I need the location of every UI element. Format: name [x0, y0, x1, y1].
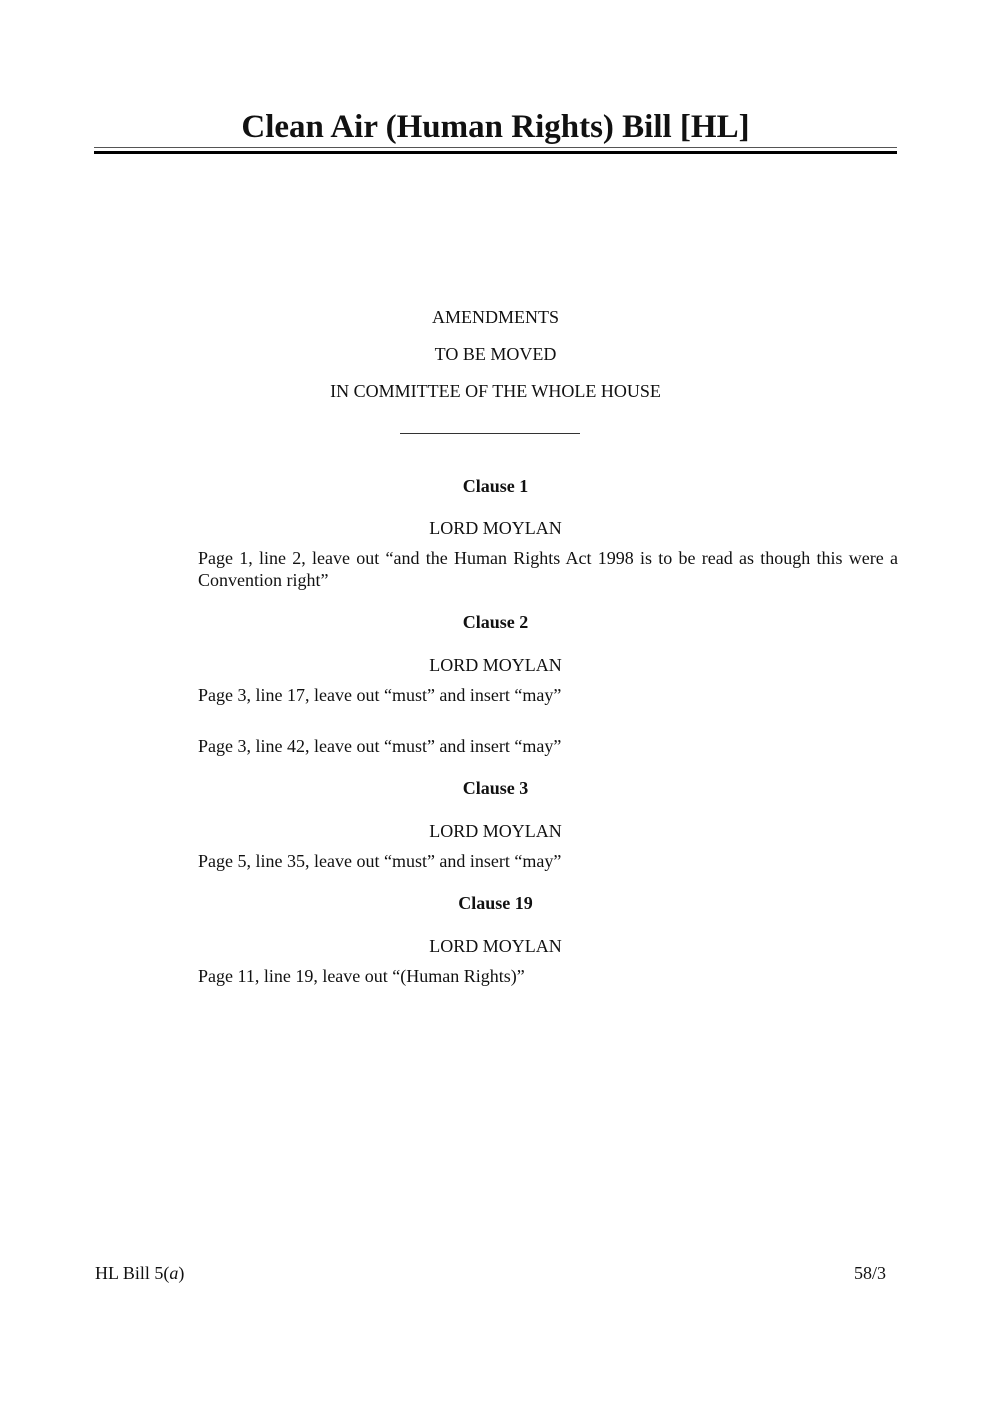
- amendment-text: Page 3, line 17, leave out “must” and insert “may”: [198, 685, 562, 705]
- separator-rule: [400, 433, 580, 434]
- amendment-text: Page 3, line 42, leave out “must” and insert “may”: [198, 736, 562, 756]
- intro-line: AMENDMENTS: [431, 307, 559, 327]
- clause-heading: Clause 2: [462, 612, 529, 632]
- title-rule-thin: [94, 147, 897, 148]
- title-rule-thick: [94, 151, 897, 154]
- bill-number: [95, 1262, 184, 1284]
- bill-prefix: HL Bill 5(: [95, 1263, 170, 1283]
- clause-heading: Clause 1: [462, 476, 529, 496]
- intro-line: TO BE MOVED: [434, 344, 557, 364]
- bill-close: ): [178, 1263, 185, 1283]
- mover-name: LORD MOYLAN: [429, 655, 562, 675]
- mover-name: LORD MOYLAN: [429, 821, 562, 841]
- amendment-text: Page 1, line 2, leave out “and the Human Rights Act 1998 is to be read as though this were a Convention right”: [198, 548, 898, 590]
- amendment-text: Page 11, line 19, leave out “(Human Rights)”: [198, 966, 525, 986]
- clause-heading: Clause 3: [462, 778, 529, 798]
- document-title: Clean Air (Human Rights) Bill [HL]: [241, 109, 750, 145]
- mover-name: LORD MOYLAN: [429, 518, 562, 538]
- intro-line: IN COMMITTEE OF THE WHOLE HOUSE: [330, 381, 661, 401]
- mover-name: LORD MOYLAN: [429, 936, 562, 956]
- print-reference: 58/3: [853, 1263, 886, 1283]
- amendment-text: Page 5, line 35, leave out “must” and insert “may”: [198, 851, 562, 871]
- bill-suffix-letter: a: [169, 1263, 179, 1283]
- clause-heading: Clause 19: [458, 893, 533, 913]
